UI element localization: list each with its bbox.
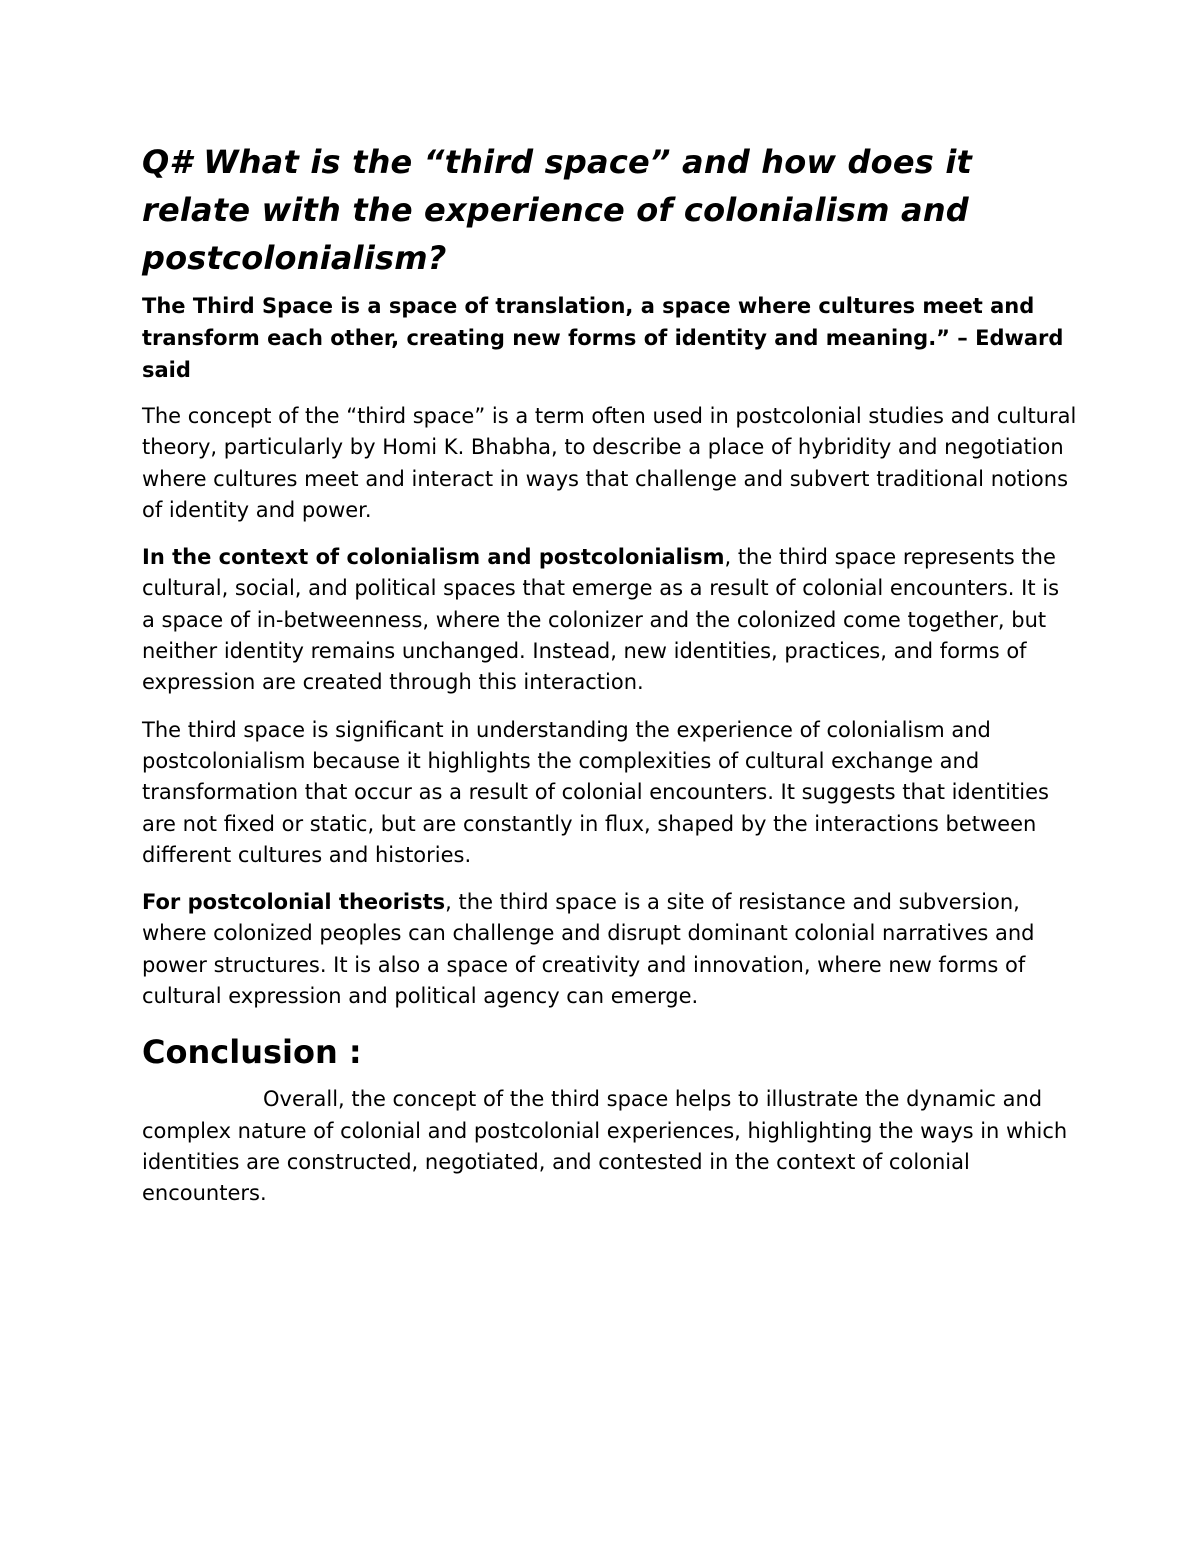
conclusion-heading: Conclusion :: [142, 1033, 362, 1072]
paragraph-third-space-concept: The concept of the “third space” is a term often used in postcolonial studies and cultural theory, particularly by Homi K. Bhabha, to describe a place of hybridity and negotiation where cultures meet and interact in ways that challenge and subvert traditional notions of identity and power.: [142, 404, 1077, 522]
paragraph-body: , the third space represents the cultural, social, and political spaces that emerge as a result of colonial encounters. It is a space of in-betweenness, where the colonizer and the colonized come together, but neither identity remains unchanged. Instead, new identities, practices, and forms of expression are created through this interaction.: [142, 545, 1060, 695]
conclusion-paragraph: Overall, the concept of the third space helps to illustrate the dynamic and complex nature of colonial and postcolonial experiences, highlighting the ways in which identities are constructed, negotiated, and contested in the context of colonial encounters.: [142, 1087, 1068, 1206]
paragraph-colonial-context: [142, 542, 1077, 698]
paragraph-body: , the third space is a site of resistance and subversion, where colonized peoples can challenge and disrupt dominant colonial narratives and power structures. It is also a space of creativity and innovation, where new forms of cultural expression and political agency can emerge.: [142, 890, 1035, 1009]
question-heading: Q# What is the “third space” and how does it relate with the experience of colonialism and postcolonialism?: [142, 143, 972, 277]
opening-quote: The Third Space is a space of translation, a space where cultures meet and transform each other, creating new forms of identity and meaning.” – Edward said: [142, 294, 1064, 382]
paragraph-postcolonial-theorists: [142, 887, 1077, 1012]
document-page: [142, 138, 1077, 1210]
paragraph-lead-bold: For postcolonial theorists: [142, 890, 446, 915]
paragraph-significance: The third space is significant in understanding the experience of colonialism and postcolonialism because it highlights the complexities of cultural exchange and transformation that occur as a result of colonial encounters. It suggests that identities are not fixed or static, but are constantly in flux, shaped by the interactions between different cultures and histories.: [142, 717, 1049, 867]
paragraph-lead-bold: In the context of colonialism and postcolonialism: [142, 545, 725, 570]
